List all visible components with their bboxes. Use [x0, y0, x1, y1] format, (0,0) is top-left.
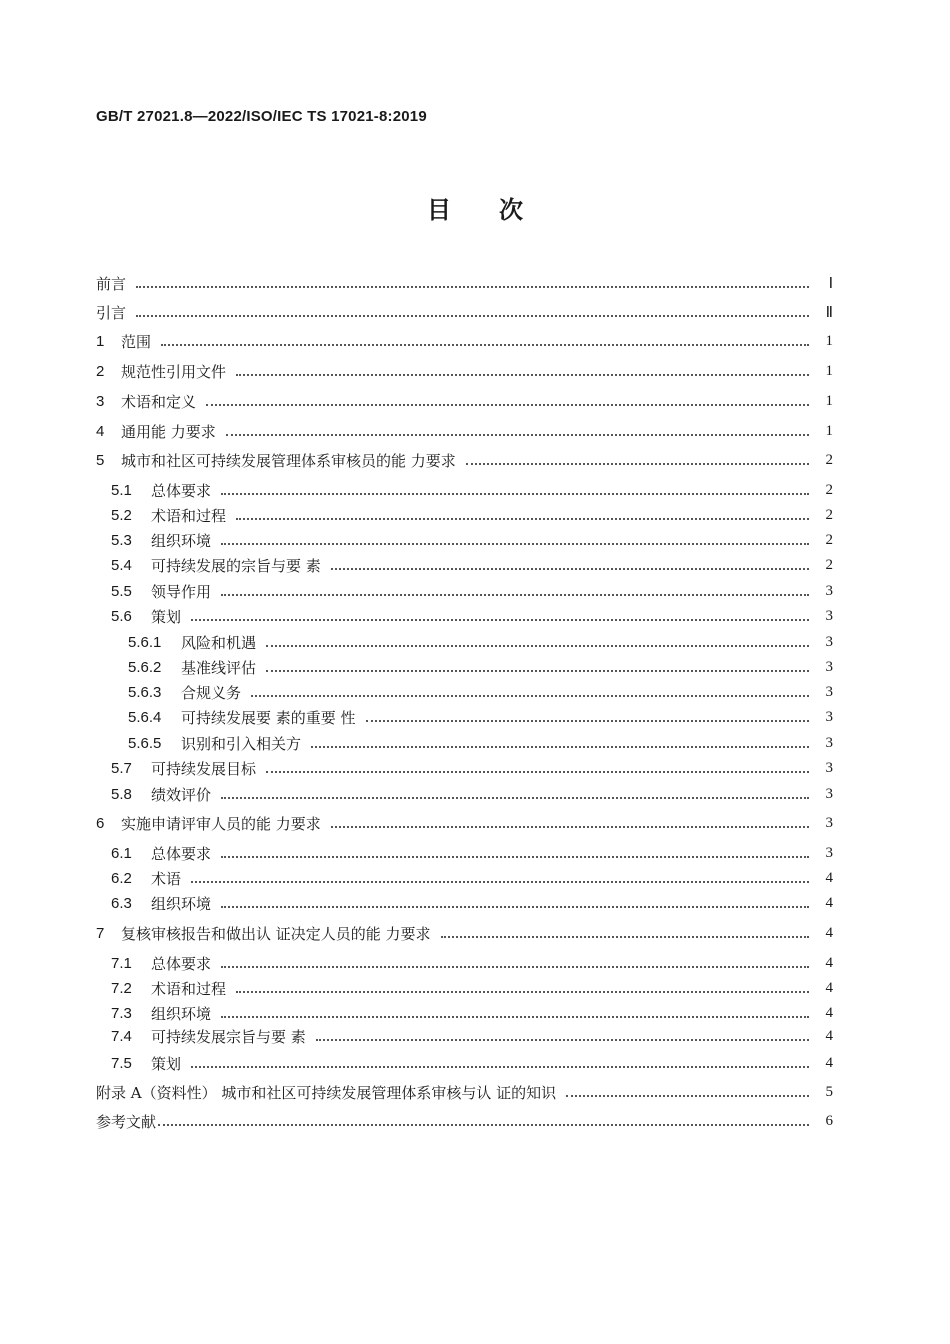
toc-page: 3	[825, 785, 833, 802]
toc-label: 风险和机遇	[181, 633, 257, 652]
toc-entry-5-7[interactable]	[0, 757, 950, 779]
toc-label: 识别和引入相关方	[181, 734, 302, 753]
toc-label: 策划	[151, 1054, 182, 1073]
toc-number: 5.8	[111, 785, 132, 803]
toc-leader	[251, 695, 809, 697]
toc-number: 5	[96, 451, 105, 469]
toc-entry-annex-a[interactable]	[0, 1081, 950, 1103]
toc-leader	[441, 936, 809, 938]
toc-leader	[221, 797, 809, 799]
toc-leader	[236, 518, 809, 520]
toc-page: Ⅱ	[825, 304, 833, 321]
toc-page: 3	[825, 683, 833, 700]
toc-page: 1	[825, 422, 833, 439]
toc-page: 3	[825, 734, 833, 751]
toc-entry-5-6-2[interactable]	[0, 656, 950, 678]
toc-page: 3	[825, 633, 833, 650]
toc-number: 2	[96, 362, 105, 380]
toc-page: 4	[825, 954, 833, 971]
toc-page: 1	[825, 392, 833, 409]
toc-page: 4	[825, 924, 833, 941]
toc-label: 术语和过程	[151, 506, 227, 525]
toc-leader	[566, 1095, 809, 1097]
toc-page: 3	[825, 708, 833, 725]
toc-page: 2	[825, 481, 833, 498]
toc-entry-bibliography[interactable]	[0, 1110, 950, 1132]
toc-number: 6.1	[111, 844, 132, 862]
toc-page: 2	[825, 556, 833, 573]
toc-number: 5.6.3	[128, 683, 162, 701]
toc-leader	[191, 619, 809, 621]
toc-page: 3	[825, 814, 833, 831]
toc-leader	[191, 1066, 809, 1068]
toc-page: 2	[825, 506, 833, 523]
toc-label: 附录 A（资料性） 城市和社区可持续发展管理体系审核与认 证的知识	[96, 1083, 557, 1102]
toc-leader	[161, 344, 809, 346]
toc-label: 前言	[96, 274, 127, 293]
toc-label: 可持续发展的宗旨与要 素	[151, 556, 321, 575]
toc-page: 3	[825, 844, 833, 861]
toc-page: 3	[825, 582, 833, 599]
toc-entry-5-6-4[interactable]	[0, 706, 950, 728]
toc-entry-2[interactable]	[0, 360, 950, 382]
toc-label: 组织环境	[151, 531, 212, 550]
toc-entry-introduction[interactable]	[0, 301, 950, 323]
toc-page: Ⅰ	[828, 275, 833, 292]
toc-page: 1	[825, 362, 833, 379]
toc-number: 7.3	[111, 1004, 132, 1022]
toc-label: 实施申请评审人员的能 力要求	[121, 814, 321, 833]
toc-label: 领导作用	[151, 582, 212, 601]
toc-label: 引言	[96, 303, 127, 322]
toc-page: 4	[825, 894, 833, 911]
toc-page: 1	[825, 332, 833, 349]
toc-entry-5[interactable]	[0, 449, 950, 471]
toc-label: 总体要求	[151, 844, 212, 863]
toc-leader	[311, 746, 809, 748]
toc-entry-7-5[interactable]	[0, 1052, 950, 1074]
toc-number: 6	[96, 814, 105, 832]
toc-number: 5.6.4	[128, 708, 162, 726]
toc-page: 4	[825, 1054, 833, 1071]
toc-number: 5.6.1	[128, 633, 162, 651]
toc-number: 5.6.2	[128, 658, 162, 676]
toc-label: 策划	[151, 607, 182, 626]
toc-entry-4[interactable]	[0, 420, 950, 442]
toc-page: 2	[825, 531, 833, 548]
toc-page: 2	[825, 451, 833, 468]
toc-label: 术语和过程	[151, 979, 227, 998]
toc-leader	[221, 966, 809, 968]
toc-entry-7-4[interactable]	[0, 1025, 950, 1047]
toc-leader	[236, 374, 809, 376]
toc-label: 总体要求	[151, 481, 212, 500]
toc-entry-7-2[interactable]	[0, 977, 950, 999]
toc-entry-foreword[interactable]	[0, 272, 950, 294]
toc-number: 7	[96, 924, 105, 942]
toc-leader	[221, 594, 809, 596]
toc-label: 通用能 力要求	[121, 422, 216, 441]
title-char-left: 目	[427, 196, 451, 224]
toc-number: 5.6	[111, 607, 132, 625]
toc-page: 3	[825, 759, 833, 776]
toc-leader	[221, 1016, 809, 1018]
toc-leader	[221, 543, 809, 545]
toc-leader	[226, 434, 809, 436]
toc-entry-5-1[interactable]	[0, 479, 950, 501]
toc-entry-5-4[interactable]	[0, 554, 950, 576]
toc-number: 5.5	[111, 582, 132, 600]
toc-number: 7.4	[111, 1027, 132, 1045]
toc-entry-5-6-1[interactable]	[0, 631, 950, 653]
title-char-right: 次	[499, 196, 523, 224]
toc-entry-5-8[interactable]	[0, 783, 950, 805]
toc-page: 4	[825, 869, 833, 886]
toc-entry-1[interactable]	[0, 330, 950, 352]
toc-leader	[366, 720, 809, 722]
toc-leader	[221, 856, 809, 858]
toc-label: 组织环境	[151, 1004, 212, 1023]
toc-number: 7.5	[111, 1054, 132, 1072]
toc-page: 3	[825, 658, 833, 675]
toc-page: 4	[825, 979, 833, 996]
toc-entry-5-2[interactable]	[0, 504, 950, 526]
toc-page: 3	[825, 607, 833, 624]
toc-number: 5.3	[111, 531, 132, 549]
toc-label: 范围	[121, 332, 152, 351]
toc-label: 基准线评估	[181, 658, 257, 677]
toc-number: 5.7	[111, 759, 132, 777]
toc-entry-5-6[interactable]	[0, 605, 950, 627]
toc-entry-5-5[interactable]	[0, 580, 950, 602]
toc-number: 3	[96, 392, 105, 410]
toc-leader	[221, 906, 809, 908]
toc-entry-5-3[interactable]	[0, 529, 950, 551]
toc-page: 4	[825, 1004, 833, 1021]
toc-leader	[136, 315, 809, 317]
toc-entry-5-6-5[interactable]	[0, 732, 950, 754]
toc-leader	[206, 404, 809, 406]
document-header: GB/T 27021.8—2022/ISO/IEC TS 17021-8:2019	[96, 108, 427, 125]
toc-leader	[266, 670, 809, 672]
toc-label: 总体要求	[151, 954, 212, 973]
toc-entry-6-3[interactable]	[0, 892, 950, 914]
toc-number: 7.2	[111, 979, 132, 997]
toc-label: 可持续发展要 素的重要 性	[181, 708, 356, 727]
toc-number: 5.1	[111, 481, 132, 499]
toc-label: 复核审核报告和做出认 证决定人员的能 力要求	[121, 924, 431, 943]
toc-number: 6.3	[111, 894, 132, 912]
toc-label: 可持续发展宗旨与要 素	[151, 1027, 306, 1046]
toc-label: 绩效评价	[151, 785, 212, 804]
toc-entry-6-1[interactable]	[0, 842, 950, 864]
toc-entry-6-2[interactable]	[0, 867, 950, 889]
toc-entry-7-1[interactable]	[0, 952, 950, 974]
toc-page: 4	[825, 1027, 833, 1044]
toc-entry-7[interactable]	[0, 922, 950, 944]
toc-entry-7-3[interactable]	[0, 1002, 950, 1024]
toc-entry-5-6-3[interactable]	[0, 681, 950, 703]
toc-page: 5	[825, 1083, 833, 1100]
toc-entry-6[interactable]	[0, 812, 950, 834]
toc-label: 合规义务	[181, 683, 242, 702]
toc-number: 5.2	[111, 506, 132, 524]
toc-label: 组织环境	[151, 894, 212, 913]
toc-label: 可持续发展目标	[151, 759, 257, 778]
toc-number: 1	[96, 332, 105, 350]
toc-leader	[191, 881, 809, 883]
toc-number: 6.2	[111, 869, 132, 887]
toc-label: 城市和社区可持续发展管理体系审核员的能 力要求	[121, 451, 456, 470]
toc-number: 4	[96, 422, 105, 440]
toc-leader	[136, 286, 809, 288]
toc-leader	[221, 493, 809, 495]
toc-label: 术语	[151, 869, 182, 888]
toc-number: 7.1	[111, 954, 132, 972]
toc-leader	[331, 826, 809, 828]
toc-leader	[316, 1039, 809, 1041]
toc-page: 6	[825, 1112, 833, 1129]
toc-number: 5.6.5	[128, 734, 162, 752]
toc-label: 参考文献	[96, 1112, 157, 1131]
toc-label: 术语和定义	[121, 392, 197, 411]
toc-leader	[266, 645, 809, 647]
toc-leader	[158, 1124, 809, 1126]
toc-leader	[466, 463, 809, 465]
toc-leader	[236, 991, 809, 993]
toc-entry-3[interactable]	[0, 390, 950, 412]
toc-leader	[266, 771, 809, 773]
toc-number: 5.4	[111, 556, 132, 574]
toc-leader	[331, 568, 809, 570]
toc-label: 规范性引用文件	[121, 362, 227, 381]
